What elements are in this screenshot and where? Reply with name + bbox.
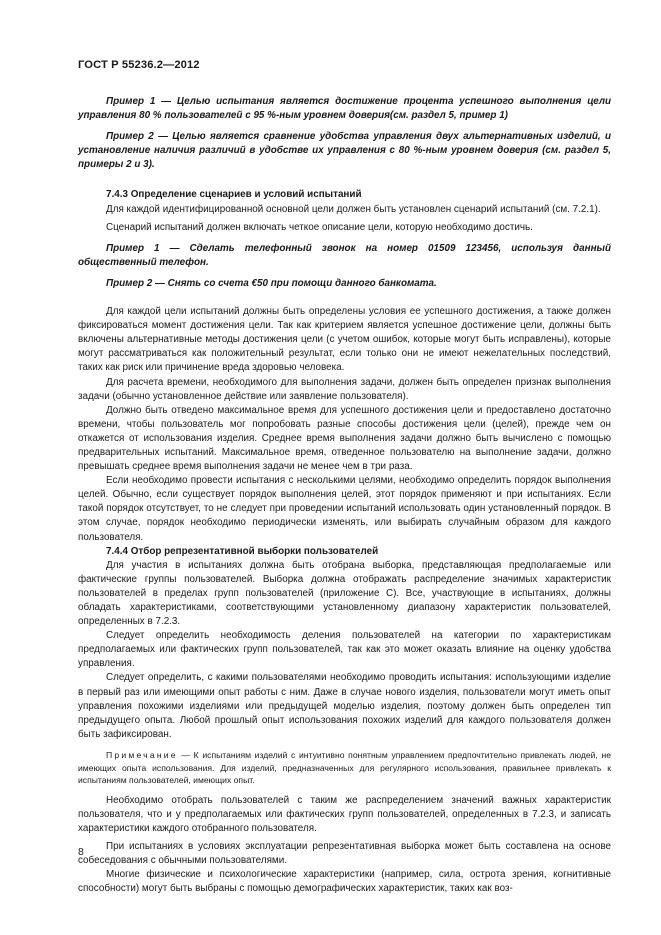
paragraph: Если необходимо провести испытания с несколькими целями, необходимо определить порядок выполнения целей. Обычно, если существует порядок выполнения целей, этот порядок применяют и при испытаниях. Если такой порядок отсутствует, то не следует при проведении испытаний использовать один установленный порядок. В этом случае, порядок необходимо периодически изменять, или выбирать случайным образом для каждого пользователя. bbox=[78, 475, 611, 543]
paragraph: Многие физические и психологические характеристики (например, сила, острота зрения, когнитивные способности) могут быть выбраны с помощью демографических характеристик, таких как воз- bbox=[78, 869, 611, 895]
example-1: Пример 1 — Целью испытания является достижение процента успешного выполнения цели управления 80 % пользователей с 95 %-ным уровнем доверия(см. раздел 5, пример 1) bbox=[78, 96, 611, 122]
example-3: Пример 1 — Сделать телефонный звонок на номер 01509 123456, используя данный общественный телефон. bbox=[78, 242, 611, 268]
section-heading-7-4-4: 7.4.4 Отбор репрезентативной выборки пользователей bbox=[106, 545, 379, 557]
note-label: Примечание bbox=[106, 749, 178, 760]
paragraph: При испытаниях в условиях эксплуатации репрезентативная выборка может быть составлена на основе собеседования с обычными пользователями. bbox=[78, 841, 611, 867]
paragraph: Следует определить необходимость деления пользователей на категории по характеристикам предполагаемых или фактических групп пользователей, так как это может оказать влияние на оценку удобства управления. bbox=[78, 630, 611, 670]
document-code: ГОСТ Р 55236.2—2012 bbox=[78, 59, 200, 71]
paragraph: Следует определить, с какими пользователями необходимо проводить испытания: использующими изделие в первый раз или имеющими опыт работы с ним. Даже в случае нового изделия, пользователи могут иметь опыт управления похожими изделиями или предыдущей моделью изделия, поэтому должен быть определен тип предыдущего опыта. Любой прошлый опыт использования похожих изделий для каждого пользователя должен быть зафиксирован. bbox=[78, 672, 611, 740]
example-2: Пример 2 — Целью является сравнение удобства управления двух альтернативных изделий, и установление наличия различий в удобстве их управления с 80 %-ным уровнем доверия (см. раздел 5, примеры 2 и 3). bbox=[78, 131, 611, 171]
paragraph: Для каждой цели испытаний должны быть определены условия ее успешного достижения, а также должен фиксироваться момент достижения цели. Так как критерием является успешное достижение цели, должны быть включены альтернативные методы достижения цели (с учетом ошибок, которые могут быть исправлены), которые могут рассматриваться как положительный результат, если только они не имеют нежелательных последствий, таких как риск или причинение вреда здоровью человека. bbox=[78, 306, 611, 374]
page-number: 8 bbox=[78, 846, 84, 858]
paragraph: Необходимо отобрать пользователей с таким же распределением значений важных характеристик пользователя, что и у предполагаемых или фактических групп пользователей, определенных в 7.2.3, и записать характеристики каждого отобранного пользователя. bbox=[78, 794, 611, 834]
section-heading-7-4-3: 7.4.3 Определение сценариев и условий испытаний bbox=[106, 189, 362, 201]
paragraph: Сценарий испытаний должен включать четкое описание цели, которую необходимо достичь. bbox=[106, 221, 533, 233]
paragraph: Для каждой идентифицированной основной цели должен быть установлен сценарий испытаний (см. 7.2.1). bbox=[106, 203, 601, 215]
note-text: — К испытаниям изделий с интуитивно понятным управлением предпочтительно привлекать людей, не имеющих опыта использования. Для изделий, предназначенных для регулярного использования, правильнее привлекать к испытаниям пользователей, имеющих опыт. bbox=[78, 749, 611, 786]
example-4: Пример 2 — Снять со счета €50 при помощи данного банкомата. bbox=[106, 277, 437, 289]
page-body bbox=[78, 95, 611, 896]
note bbox=[78, 749, 611, 787]
paragraph: Должно быть отведено максимальное время для успешного достижения цели и предоставлено достаточно времени, чтобы пользователь мог попробовать разные способы достижения цели (целей), прежде чем он откажется от использования изделия. Среднее время выполнения задачи должно быть вычислено с помощью предварительных испытаний. Максимальное время, отведенное пользователю на выполнение задачи, должно превышать среднее время выполнения задачи не менее чем в три раза. bbox=[78, 404, 611, 473]
paragraph: Для расчета времени, необходимого для выполнения задачи, должен быть определен признак выполнения задачи (обычно установленное действие или заявление пользователя). bbox=[78, 376, 611, 402]
paragraph: Для участия в испытаниях должна быть отобрана выборка, представляющая предполагаемые или фактические группы пользователей. Выборка должна отображать распределение значимых характеристик пользователей в пределах групп пользователей (приложение С). Все, участвующие в испытаниях, должны обладать характеристиками, соответствующими установленному диапазону характеристик пользователей, определенных в 7.2.3. bbox=[78, 559, 611, 628]
